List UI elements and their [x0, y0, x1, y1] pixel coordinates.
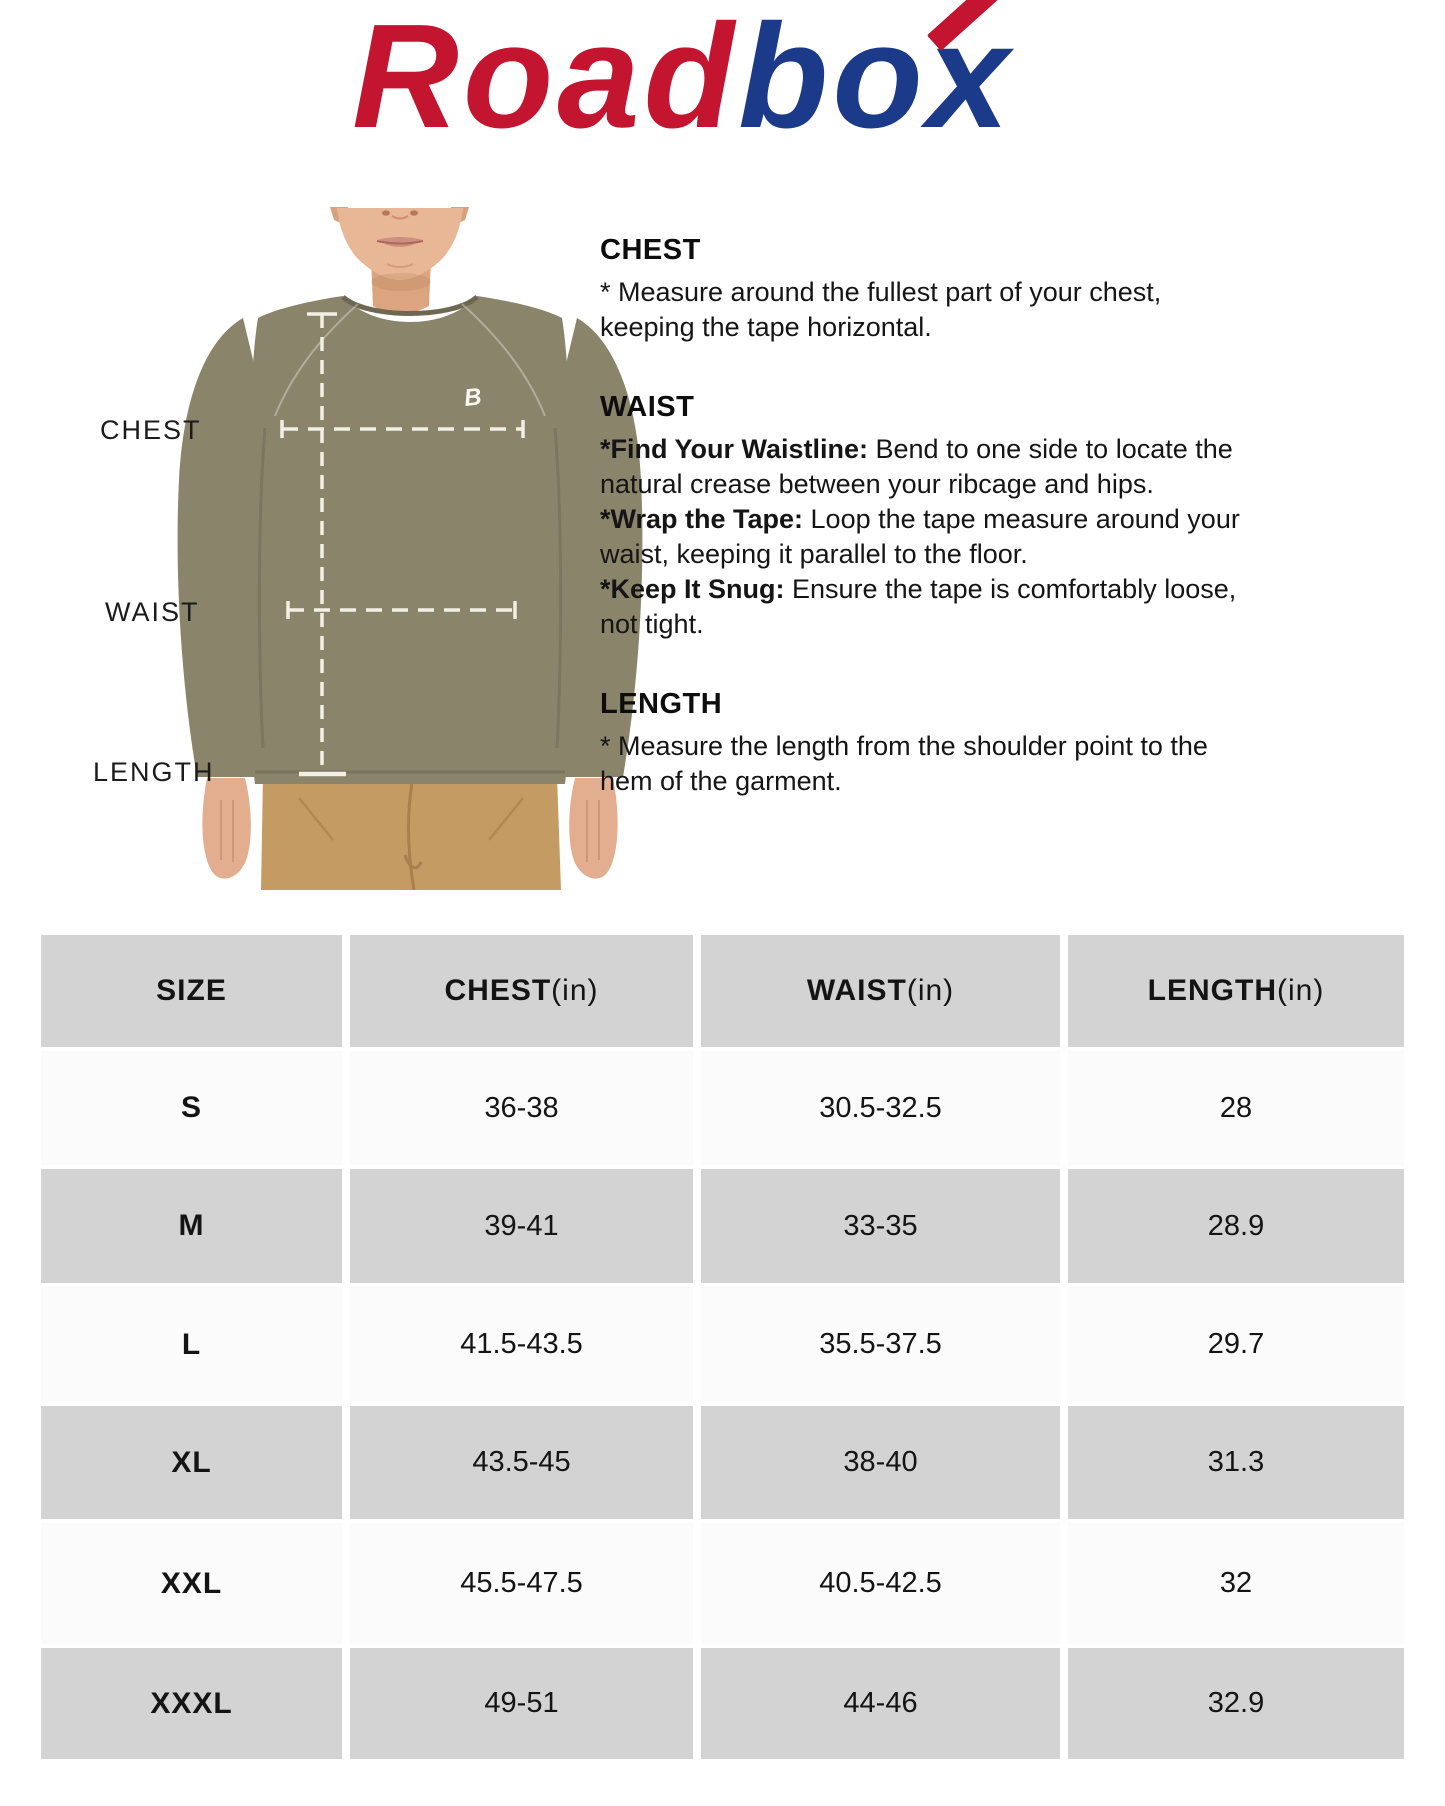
row-l-length: 29.7 — [1068, 1287, 1404, 1402]
waist-instruction-section — [600, 391, 1252, 642]
waist-instruction-text-2: *Wrap the Tape: Loop the tape measure around your waist, keeping it parallel to the floor. — [600, 504, 1240, 569]
row-l-chest: 41.5-43.5 — [350, 1287, 693, 1402]
row-l-size: L — [41, 1287, 342, 1402]
face-and-neck — [330, 207, 469, 314]
row-s-waist: 30.5-32.5 — [701, 1051, 1060, 1165]
chest-measure-label: CHEST — [100, 415, 202, 445]
pants — [261, 775, 561, 890]
row-xxl-waist: 40.5-42.5 — [701, 1523, 1060, 1644]
shirt — [178, 296, 643, 784]
size-chart-table — [41, 935, 1404, 1759]
row-xl-chest: 43.5-45 — [350, 1406, 693, 1519]
row-xxxl-chest: 49-51 — [350, 1648, 693, 1759]
chest-instruction-heading: CHEST — [600, 234, 701, 266]
row-s-size: S — [41, 1051, 342, 1165]
brand-logo — [352, 0, 1014, 159]
row-xl-waist: 38-40 — [701, 1406, 1060, 1519]
header-size: SIZE — [41, 935, 342, 1047]
header-waist: WAIST (in) — [701, 935, 1060, 1047]
row-s-length: 28 — [1068, 1051, 1404, 1165]
row-xxl-size: XXL — [41, 1523, 342, 1644]
length-instruction-text: * Measure the length from the shoulder point to the hem of the garment. — [600, 731, 1208, 796]
row-xxl-length: 32 — [1068, 1523, 1404, 1644]
chest-instruction-text: * Measure around the fullest part of your chest, keeping the tape horizontal. — [600, 277, 1162, 342]
waist-measure-label: WAIST — [105, 597, 200, 627]
row-xl-length: 31.3 — [1068, 1406, 1404, 1519]
row-xxxl-length: 32.9 — [1068, 1648, 1404, 1759]
shirt-chest-logo: B — [462, 383, 483, 412]
header-length: LENGTH (in) — [1068, 935, 1404, 1047]
length-measure-label: LENGTH — [93, 757, 215, 787]
brand-logo-box: box — [738, 0, 1014, 159]
waist-instruction-text-3: *Keep It Snug: Ensure the tape is comfortably loose, not tight. — [600, 574, 1237, 639]
row-m-waist: 33-35 — [701, 1169, 1060, 1283]
measure-instructions — [600, 234, 1252, 845]
row-xxxl-size: XXXL — [41, 1648, 342, 1759]
waist-instruction-heading: WAIST — [600, 391, 695, 423]
chest-instruction-section — [600, 234, 1252, 345]
length-instruction-section — [600, 688, 1252, 799]
row-xxl-chest: 45.5-47.5 — [350, 1523, 693, 1644]
row-m-size: M — [41, 1169, 342, 1283]
length-instruction-heading: LENGTH — [600, 688, 723, 720]
row-xxxl-waist: 44-46 — [701, 1648, 1060, 1759]
row-m-chest: 39-41 — [350, 1169, 693, 1283]
row-s-chest: 36-38 — [350, 1051, 693, 1165]
row-xl-size: XL — [41, 1406, 342, 1519]
row-m-length: 28.9 — [1068, 1169, 1404, 1283]
waist-instruction-text-1: *Find Your Waistline: Bend to one side to locate the natural crease between your ribcage and hips. — [600, 434, 1233, 499]
brand-logo-road: Road — [352, 0, 738, 159]
header-chest: CHEST (in) — [350, 935, 693, 1047]
row-l-waist: 35.5-37.5 — [701, 1287, 1060, 1402]
